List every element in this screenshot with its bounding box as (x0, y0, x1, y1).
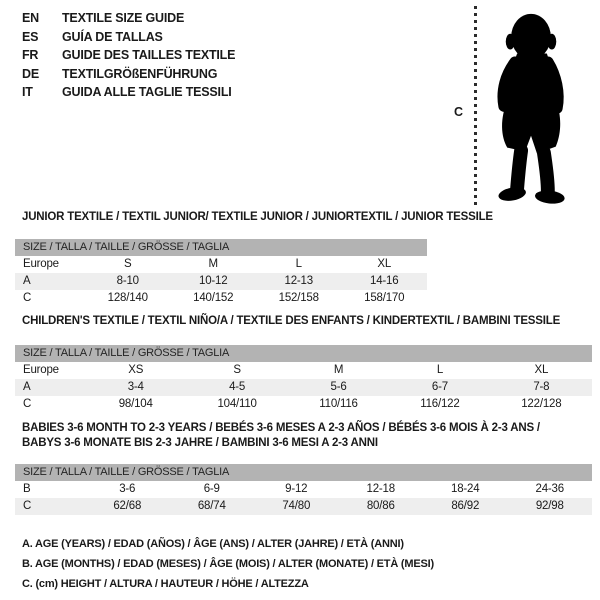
table-rows (15, 256, 427, 307)
footnote-b: B. AGE (MONTHS) / EDAD (MESES) / ÂGE (MOIS) / ALTER (MONATE) / ETÀ (MESI) (22, 558, 434, 570)
language-code: EN (22, 11, 39, 25)
table-cell: 116/122 (420, 398, 460, 410)
table-cell: 3-6 (119, 483, 136, 495)
table-cell: 6-9 (203, 483, 220, 495)
size-bar: SIZE / TALLA / TAILLE / GRÖSSE / TAGLIA (15, 239, 427, 256)
row-label: Europe (23, 364, 59, 376)
table-cell: 3-4 (127, 381, 144, 393)
size-bar: SIZE / TALLA / TAILLE / GRÖSSE / TAGLIA (15, 345, 592, 362)
table-cell: S (233, 364, 241, 376)
footnotes (22, 534, 434, 594)
table-cell: 74/80 (282, 500, 311, 512)
table-cell: L (436, 364, 444, 376)
table-cell: 9-12 (285, 483, 308, 495)
table-row (15, 362, 592, 379)
language-row (22, 9, 235, 28)
row-label: A (23, 275, 31, 287)
table-row (15, 498, 592, 515)
size-table-junior (15, 239, 427, 307)
table-cell: XL (377, 258, 392, 270)
table-cell: 12-18 (366, 483, 395, 495)
table-cell: 62/68 (113, 500, 142, 512)
table-cell: 92/98 (535, 500, 564, 512)
table-cell: 104/110 (217, 398, 257, 410)
table-cell: 68/74 (197, 500, 226, 512)
table-cell: 110/116 (319, 398, 358, 410)
language-code: FR (22, 48, 39, 63)
language-row (22, 46, 235, 65)
table-cell: 24-36 (535, 483, 564, 495)
table-cell: 10-12 (199, 275, 228, 287)
language-label: GUÍA DE TALLAS (62, 29, 163, 44)
table-cell: M (333, 364, 344, 376)
height-measure-label: C (454, 105, 463, 119)
section-heading-children: CHILDREN'S TEXTILE / TEXTIL NIÑO/A / TEXTILE DES ENFANTS / KINDERTEXTIL / BAMBINI TESSILE (22, 315, 561, 327)
baby-silhouette (486, 6, 578, 204)
table-cell: 128/140 (107, 292, 148, 304)
table-cell: 8-10 (116, 275, 139, 287)
table-cell: 18-24 (451, 483, 480, 495)
table-row (15, 290, 427, 307)
table-row (15, 379, 592, 396)
language-label: GUIDE DES TAILLES TEXTILE (62, 48, 236, 63)
size-table-babies (15, 464, 592, 515)
language-label: GUIDA ALLE TAGLIE TESSILI (62, 85, 232, 100)
language-label: TEXTILGRÖßENFÜHRUNG (62, 66, 218, 81)
row-label: C (23, 292, 32, 304)
size-table-children (15, 345, 592, 413)
language-code: DE (22, 66, 39, 81)
section-heading-junior: JUNIOR TEXTILE / TEXTIL JUNIOR/ TEXTILE JUNIOR / JUNIORTEXTIL / JUNIOR TESSILE (22, 211, 493, 223)
section-heading-babies: BABIES 3-6 MONTH TO 2-3 YEARS / BEBÉS 3-6 MESES A 2-3 AÑOS / BÉBÉS 3-6 MOIS À 2-3 ANS / BABYS 3-6 MONATE BIS 2-3 JAHRE / BAMBINI 3-6 MESI A 2-3 ANNI (22, 422, 540, 449)
table-rows (15, 481, 592, 515)
language-label: TEXTILE SIZE GUIDE (62, 11, 185, 25)
table-row (15, 396, 592, 413)
language-code: ES (22, 29, 39, 44)
table-cell: 6-7 (431, 381, 448, 393)
table-rows (15, 362, 592, 413)
table-cell: 7-8 (533, 381, 550, 393)
table-cell: 80/86 (366, 500, 395, 512)
size-bar: SIZE / TALLA / TAILLE / GRÖSSE / TAGLIA (15, 464, 592, 481)
table-cell: 14-16 (370, 275, 399, 287)
table-cell: 152/158 (278, 292, 319, 304)
table-cell: L (295, 258, 302, 270)
table-row (15, 273, 427, 290)
table-cell: XL (534, 364, 549, 376)
table-row (15, 481, 592, 498)
table-cell: M (208, 258, 218, 270)
footnote-a: A. AGE (YEARS) / EDAD (AÑOS) / ÂGE (ANS) / ALTER (JAHRE) / ETÀ (ANNI) (22, 538, 404, 550)
table-cell: 98/104 (118, 398, 153, 410)
table-cell: 158/170 (364, 292, 405, 304)
table-row (15, 256, 427, 273)
language-list (22, 9, 235, 102)
table-cell: 5-6 (330, 381, 347, 393)
row-label: B (23, 483, 31, 495)
table-cell: 86/92 (451, 500, 480, 512)
language-row (22, 83, 235, 102)
table-cell: 4-5 (229, 381, 246, 393)
table-cell: 12-13 (284, 275, 313, 287)
row-label: C (23, 500, 32, 512)
language-row (22, 28, 235, 47)
row-label: Europe (23, 258, 59, 270)
row-label: A (23, 381, 31, 393)
language-row (22, 65, 235, 84)
footnote-c: C. (cm) HEIGHT / ALTURA / HAUTEUR / HÖHE / ALTEZZA (22, 578, 309, 590)
row-label: C (23, 398, 32, 410)
table-cell: S (124, 258, 132, 270)
language-code: IT (22, 85, 33, 100)
table-cell: XS (128, 364, 144, 376)
height-measure-dashed-line (474, 6, 477, 208)
table-cell: 140/152 (193, 292, 234, 304)
table-cell: 122/128 (521, 398, 562, 410)
